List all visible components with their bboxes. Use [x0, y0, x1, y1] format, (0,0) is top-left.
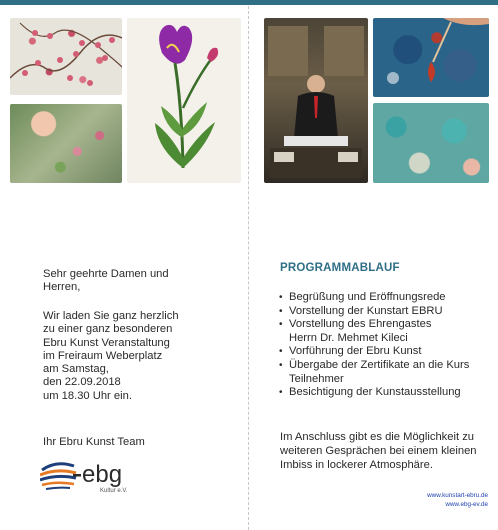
logo-stripes-icon — [40, 464, 76, 489]
program-item: • Vorstellung des Ehrengastes Herrn Dr. Mehmet Kileci — [279, 318, 489, 345]
purple-tulip-ebru-image — [127, 18, 241, 183]
cherry-blossom-ebru-image — [10, 18, 122, 95]
invitation-line: am Samstag, — [43, 363, 109, 376]
greeting — [43, 268, 233, 295]
closing-line: weiteren Gesprächen bei einem kleinen — [280, 445, 477, 458]
logo-tagline: Kultur e.V. — [100, 488, 128, 494]
program-item: • Übergabe der Zertifikate an die Kurs Teilnehmer — [279, 359, 489, 386]
invitation-line: im Freiraum Weberplatz — [43, 349, 163, 362]
closing-line: Imbiss in lockerer Atmosphäre. — [280, 459, 433, 472]
speaker-at-exhibition-image — [264, 18, 368, 183]
program-title: PROGRAMMABLAUF — [280, 262, 400, 274]
program-item: • Besichtigung der Kunstausstellung — [279, 386, 489, 400]
closing-line: Im Anschluss gibt es die Möglichkeit zu — [280, 431, 475, 443]
invitation-line: Wir laden Sie ganz herzlich — [43, 310, 179, 322]
invitation-line: Ebru Kunst Veranstaltung — [43, 336, 170, 349]
web-links — [427, 491, 488, 509]
fold-line — [248, 6, 249, 530]
invitation-text — [43, 310, 233, 403]
ebg-logo — [40, 456, 150, 494]
top-accent-bar — [0, 0, 498, 5]
sign-off: Ihr Ebru Kunst Team — [43, 436, 145, 448]
greeting-line: Herren, — [43, 281, 81, 294]
program-item: • Vorführung der Ebru Kunst — [279, 345, 489, 359]
program-item: • Begrüßung und Eröffnungsrede — [279, 291, 489, 305]
program-list — [279, 291, 489, 400]
closing-text — [280, 430, 490, 473]
website-link[interactable]: www.kunstart-ebru.de — [427, 492, 488, 499]
invitation-line: zu einer ganz besonderen — [43, 323, 173, 336]
logo-wordmark: ebg — [82, 461, 123, 488]
invitation-time: um 18.30 Uhr ein. — [43, 389, 132, 402]
hand-marbling-tool-image — [373, 18, 489, 97]
invitation-date: den 22.09.2018 — [43, 376, 121, 389]
website-link[interactable]: www.ebg-ev.de — [445, 501, 488, 508]
hand-painting-blossoms-image — [10, 104, 122, 183]
marbled-patterns-collage-image — [373, 103, 489, 183]
program-item-sub: Teilnehmer — [289, 372, 344, 385]
program-item-sub: Herrn Dr. Mehmet Kileci — [289, 331, 408, 344]
greeting-line: Sehr geehrte Damen und — [43, 268, 169, 280]
program-item: • Vorstellung der Kunstart EBRU — [279, 305, 489, 319]
